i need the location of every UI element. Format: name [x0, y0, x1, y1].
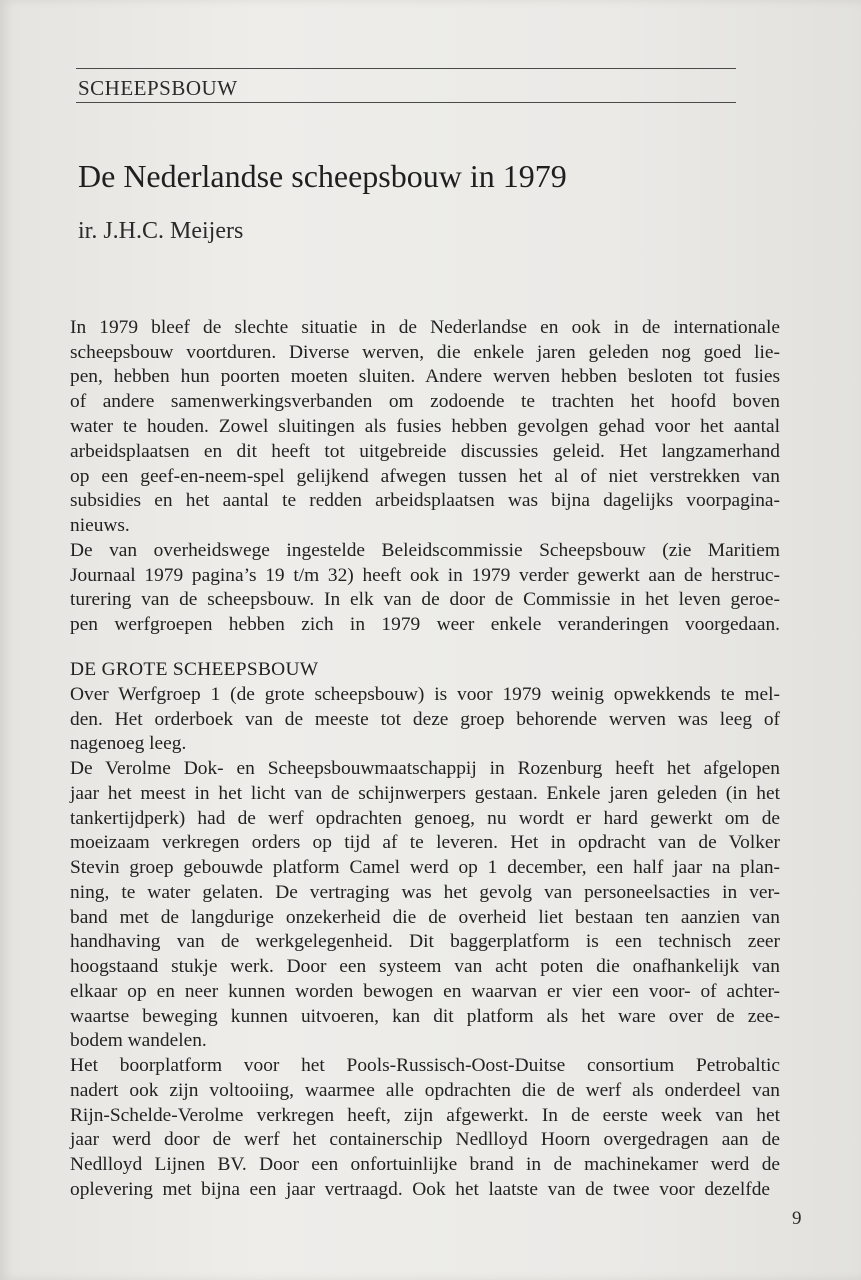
header-rule-bottom	[76, 102, 736, 103]
body-line: of andere samenwerkingsverbanden om zodoende te trachten het hoofd boven	[70, 391, 780, 412]
body-line: nieuws.	[70, 515, 130, 536]
body-line: elkaar op en neer kunnen worden bewogen en waarvan er vier een voor- of achter-	[70, 981, 780, 1002]
body-line: moeizaam verkregen orders op tijd af te leveren. Het in opdracht van de Volker	[70, 832, 780, 853]
body-line: op een geef-en-neem-spel gelijkend afwegen tussen het al of niet verstrekken van	[70, 466, 780, 487]
body-line: hoogstaand stukje werk. Door een systeem van acht poten die onafhankelijk van	[70, 956, 780, 977]
body-line: Stevin groep gebouwde platform Camel werd op 1 december, een half jaar na plan-	[70, 857, 780, 878]
body-line: nagenoeg leeg.	[70, 733, 187, 754]
body-line: oplevering met bijna een jaar vertraagd. Ook het laatste van de twee voor dezelfde	[70, 1179, 770, 1200]
body-line: jaar werd door de werf het containerschip Nedlloyd Hoorn overgedragen aan de	[70, 1129, 780, 1150]
body-line: subsidies en het aantal te redden arbeidsplaatsen was bijna dagelijks voorpagina-	[70, 490, 780, 511]
body-line: scheepsbouw voortduren. Diverse werven, die enkele jaren geleden nog goed lie-	[70, 342, 780, 363]
body-line: Over Werfgroep 1 (de grote scheepsbouw) is voor 1979 weinig opwekkends te mel-	[70, 684, 780, 705]
body-line: band met de langdurige onzekerheid die de overheid liet bestaan ten aanzien van	[70, 907, 780, 928]
article-title: De Nederlandse scheepsbouw in 1979	[78, 158, 567, 194]
body-line: Rijn-Schelde-Verolme verkregen heeft, zijn afgewerkt. In de eerste week van het	[70, 1105, 780, 1126]
body-line: Nedlloyd Lijnen BV. Door een onfortuinlijke brand in de machinekamer werd de	[70, 1154, 780, 1175]
body-line: In 1979 bleef de slechte situatie in de Nederlandse en ook in de internationale	[70, 317, 780, 338]
page-number: 9	[792, 1208, 802, 1229]
body-line: De Verolme Dok- en Scheepsbouwmaatschappij in Rozenburg heeft het afgelopen	[70, 758, 780, 779]
body-line: arbeidsplaatsen en dit heeft tot uitgebreide discussies geleid. Het langzamerhand	[70, 441, 780, 462]
body-line: ning, te water gelaten. De vertraging was het gevolg van personeelsacties in ver-	[70, 882, 780, 903]
body-line: den. Het orderboek van de meeste tot deze groep behorende werven was leeg of	[70, 709, 780, 730]
body-line: Het boorplatform voor het Pools-Russisch-Oost-Duitse consortium Petrobaltic	[70, 1055, 780, 1076]
body-line: jaar het meest in het licht van de schijnwerpers gestaan. Enkele jaren geleden (in het	[70, 783, 780, 804]
body-line: turering van de scheepsbouw. In elk van de door de Commissie in het leven geroe-	[70, 589, 780, 610]
body-line: water te houden. Zowel sluitingen als fusies hebben gevolgen gehad voor het aantal	[70, 416, 780, 437]
section-label: SCHEEPSBOUW	[78, 76, 238, 100]
header-rule-top	[76, 68, 736, 69]
body-line: De van overheidswege ingestelde Beleidscommissie Scheepsbouw (zie Maritiem	[70, 540, 780, 561]
body-line: Journaal 1979 pagina’s 19 t/m 32) heeft ook in 1979 verder gewerkt aan de herstruc-	[70, 565, 780, 586]
body-line: handhaving van de werkgelegenheid. Dit baggerplatform is een technisch zeer	[70, 931, 780, 952]
body-line: pen, hebben hun poorten moeten sluiten. Andere werven hebben besloten tot fusies	[70, 366, 780, 387]
section-heading: DE GROTE SCHEEPSBOUW	[70, 659, 319, 680]
body-line: waartse beweging kunnen uitvoeren, kan dit platform als het ware over de zee-	[70, 1006, 780, 1027]
body-line: tankertijdperk) had de werf opdrachten genoeg, nu wordt er hard gewerkt om de	[70, 808, 780, 829]
body-line: nadert ook zijn voltooiing, waarmee alle opdrachten die de werf als onderdeel van	[70, 1080, 780, 1101]
body-line: pen werfgroepen hebben zich in 1979 weer enkele veranderingen voorgedaan.	[70, 614, 780, 635]
article-author: ir. J.H.C. Meijers	[78, 218, 244, 244]
body-line: bodem wandelen.	[70, 1030, 207, 1051]
